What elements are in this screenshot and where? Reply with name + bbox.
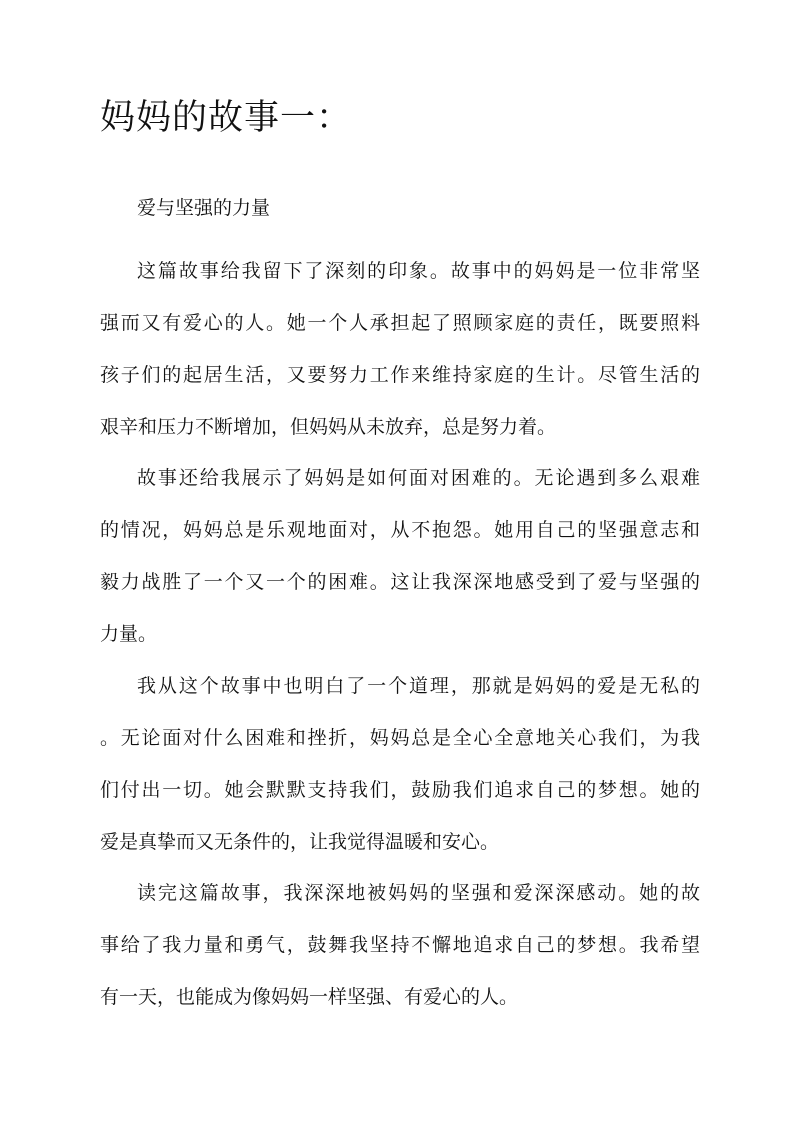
paragraph-line: 我从这个故事中也明白了一个道理，那就是妈妈的爱是无私的 bbox=[137, 675, 700, 697]
paragraph-3 bbox=[100, 660, 700, 868]
paragraph-4 bbox=[100, 867, 700, 1023]
paragraph-line: 。无论面对什么困难和挫折，妈妈总是全心全意地关心我们，为我 bbox=[100, 727, 700, 749]
paragraph-line: 读完这篇故事，我深深地被妈妈的坚强和爱深深感动。她的故 bbox=[137, 882, 700, 904]
paragraph-line: 有一天，也能成为像妈妈一样坚强、有爱心的人。 bbox=[100, 986, 519, 1008]
paragraph-line: 爱是真挚而又无条件的，让我觉得温暖和安心。 bbox=[100, 831, 500, 853]
paragraph-line: 毅力战胜了一个又一个的困难。这让我深深地感受到了爱与坚强的 bbox=[100, 571, 700, 593]
paragraph-line: 故事还给我展示了妈妈是如何面对困难的。无论遇到多么艰难 bbox=[137, 467, 700, 489]
paragraph-line: 强而又有爱心的人。她一个人承担起了照顾家庭的责任，既要照料 bbox=[100, 312, 700, 334]
document-subtitle: 爱与坚强的力量 bbox=[137, 197, 271, 219]
paragraph-line: 艰辛和压力不断增加，但妈妈从未放弃，总是努力着。 bbox=[100, 416, 557, 438]
paragraph-line: 事给了我力量和勇气，鼓舞我坚持不懈地追求自己的梦想。我希望 bbox=[100, 934, 700, 956]
paragraph-line: 的情况，妈妈总是乐观地面对，从不抱怨。她用自己的坚强意志和 bbox=[100, 519, 700, 541]
paragraph-line: 这篇故事给我留下了深刻的印象。故事中的妈妈是一位非常坚 bbox=[137, 260, 700, 282]
paragraph-2 bbox=[100, 452, 700, 660]
paragraph-1 bbox=[100, 245, 700, 453]
document-title: 妈妈的故事一： bbox=[100, 98, 353, 138]
paragraph-line: 孩子们的起居生活，又要努力工作来维持家庭的生计。尽管生活的 bbox=[100, 364, 700, 386]
paragraph-line: 力量。 bbox=[100, 623, 158, 645]
paragraph-line: 们付出一切。她会默默支持我们，鼓励我们追求自己的梦想。她的 bbox=[100, 779, 700, 801]
